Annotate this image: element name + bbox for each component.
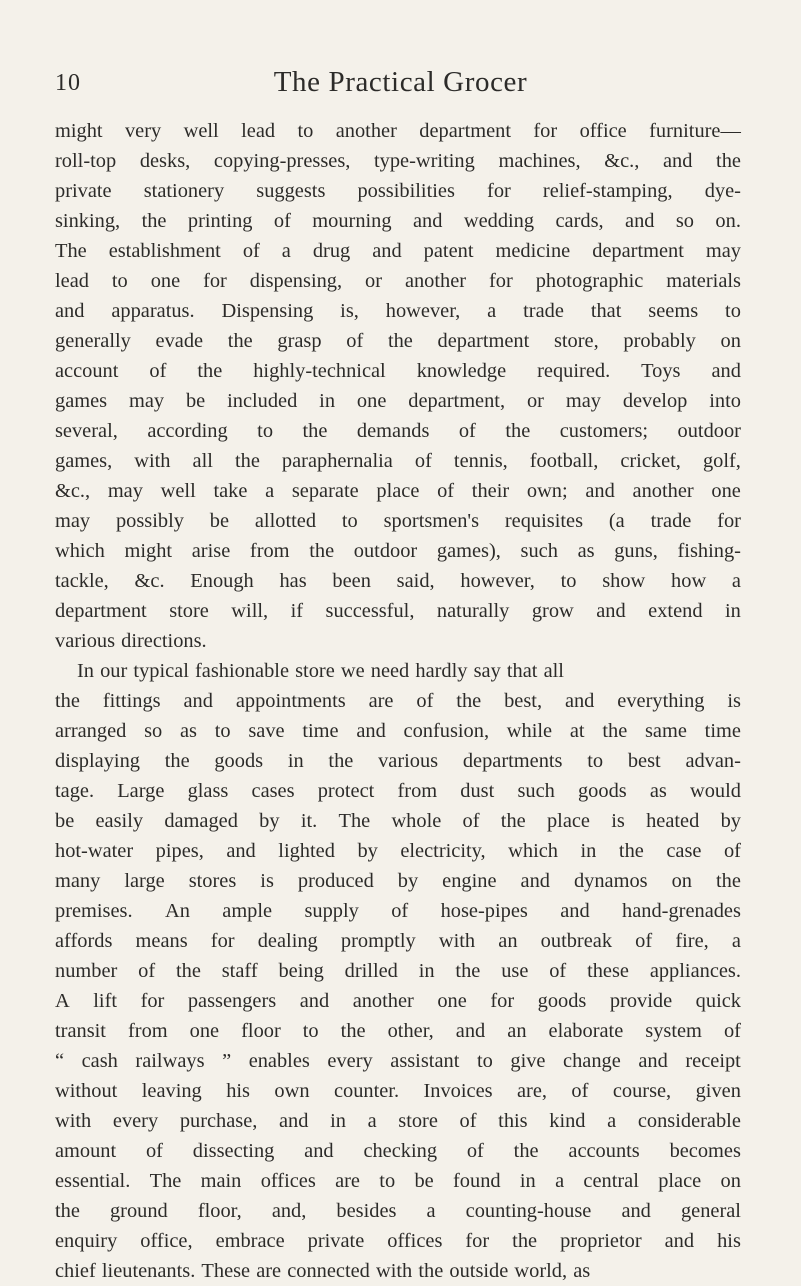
page-number: 10 [55, 70, 81, 96]
text-line: enquiry office, embrace private offices for the proprietor and his [55, 1230, 741, 1252]
text-line: affords means for dealing promptly with an outbreak of fire, a [55, 930, 741, 952]
body-text [55, 116, 741, 1286]
text-line: lead to one for dispensing, or another for photographic materials [55, 270, 741, 292]
text-line: generally evade the grasp of the department store, probably on [55, 330, 741, 352]
text-line: tackle, &c. Enough has been said, however, to show how a [55, 570, 741, 592]
text-line: “ cash railways ” enables every assistant to give change and receipt [55, 1050, 741, 1072]
page-header [0, 66, 801, 106]
text-line: account of the highly-technical knowledge required. Toys and [55, 360, 741, 382]
text-line: the ground floor, and, besides a counting-house and general [55, 1200, 741, 1222]
text-line: The establishment of a drug and patent medicine department may [55, 240, 741, 262]
text-line: and apparatus. Dispensing is, however, a trade that seems to [55, 300, 741, 322]
running-head: The Practical Grocer [273, 66, 528, 98]
text-line: tage. Large glass cases protect from dust such goods as would [55, 780, 741, 802]
text-line: &c., may well take a separate place of their own; and another one [55, 480, 741, 502]
text-line: chief lieutenants. These are connected with the outside world, as [55, 1260, 591, 1282]
text-line: without leaving his own counter. Invoices are, of course, given [55, 1080, 741, 1102]
text-line: various directions. [55, 630, 207, 652]
text-line: might very well lead to another department for office furniture— [55, 120, 741, 142]
text-line: transit from one floor to the other, and an elaborate system of [55, 1020, 741, 1042]
text-line: private stationery suggests possibilities for relief-stamping, dye- [55, 180, 741, 202]
text-line: arranged so as to save time and confusion, while at the same time [55, 720, 741, 742]
text-line: number of the staff being drilled in the use of these appliances. [55, 960, 741, 982]
text-line: which might arise from the outdoor games), such as guns, fishing- [55, 540, 741, 562]
text-line: roll-top desks, copying-presses, type-writing machines, &c., and the [55, 150, 741, 172]
text-line: A lift for passengers and another one for goods provide quick [55, 990, 741, 1012]
text-line: the fittings and appointments are of the best, and everything is [55, 690, 741, 712]
text-line: may possibly be allotted to sportsmen's requisites (a trade for [55, 510, 741, 532]
text-line: department store will, if successful, naturally grow and extend in [55, 600, 741, 622]
text-line: with every purchase, and in a store of this kind a considerable [55, 1110, 741, 1132]
text-line: premises. An ample supply of hose-pipes and hand-grenades [55, 900, 741, 922]
text-line: displaying the goods in the various departments to best advan- [55, 750, 741, 772]
text-line: In our typical fashionable store we need hardly say that all [77, 660, 564, 682]
text-line: be easily damaged by it. The whole of the place is heated by [55, 810, 741, 832]
text-line: games, with all the paraphernalia of tennis, football, cricket, golf, [55, 450, 741, 472]
text-line: sinking, the printing of mourning and wedding cards, and so on. [55, 210, 741, 232]
text-line: essential. The main offices are to be found in a central place on [55, 1170, 741, 1192]
text-line: several, according to the demands of the customers; outdoor [55, 420, 741, 442]
text-line: hot-water pipes, and lighted by electricity, which in the case of [55, 840, 741, 862]
text-line: games may be included in one department, or may develop into [55, 390, 741, 412]
text-line: amount of dissecting and checking of the accounts becomes [55, 1140, 741, 1162]
text-line: many large stores is produced by engine and dynamos on the [55, 870, 741, 892]
